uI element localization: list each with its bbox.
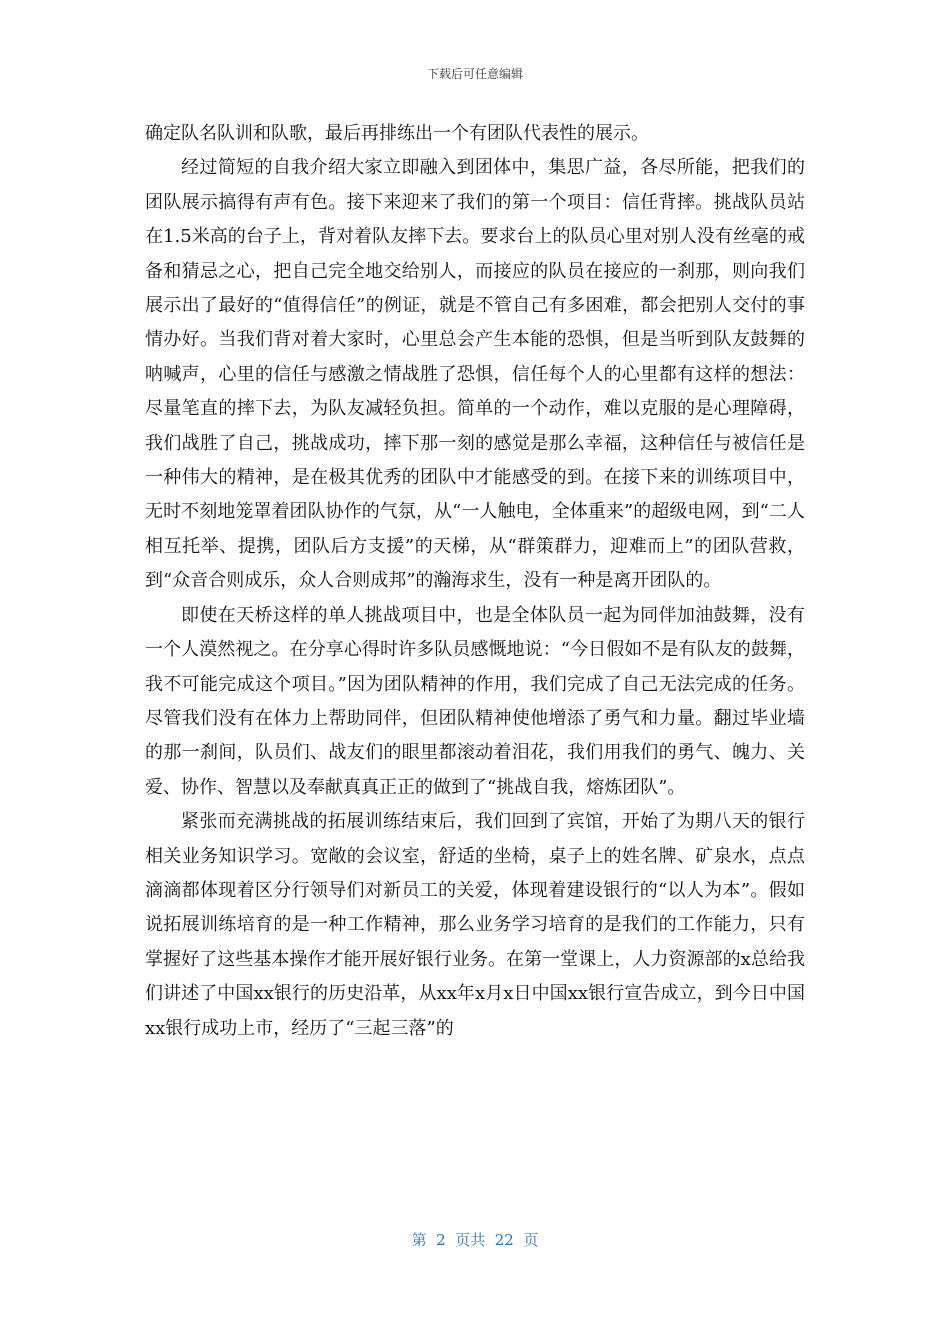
document-body	[145, 117, 805, 1046]
paragraph-continuation: 确定队名队训和队歌，最后再排练出一个有团队代表性的展示。	[145, 123, 649, 144]
paragraph-trust-fall: 经过简短的自我介绍大家立即融入到团体中，集思广益，各尽所能，把我们的团队展示搞得有声有色。接下来迎来了我们的第一个项目：信任背摔。挑战队员站在1.5米高的台子上，背对着队友摔下去。要求台上的队员心里对别人没有丝毫的戒备和猜忌之心，把自己完全地交给别人，而接应的队员在接应的一刹那，则向我们展示出了最好的“值得信任”的例证，就是不管自己有多困难，都会把别人交付的事情办好。当我们背对着大家时，心里总会产生本能的恐惧，但是当听到队友鼓舞的呐喊声，心里的信任与感激之情战胜了恐惧，信任每个人的心里都有这样的想法：尽量笔直的摔下去，为队友减轻负担。简单的一个动作，难以克服的是心理障碍，我们战胜了自己，挑战成功，摔下那一刻的感觉是那么幸福，这种信任与被信任是一种伟大的精神，是在极其优秀的团队中才能感受的到。在接下来的训练项目中，无时不刻地笼罩着团队协作的气氛，从“一人触电，全体重来”的超级电网，到“二人相互托举、提携，团队后方支援”的天梯，从“群策群力，迎难而上”的团队营救，到“众音合则成乐，众人合则成邦”的瀚海求生，没有一种是离开团队的。	[145, 157, 805, 592]
page-footer: 第 2 页共 22 页	[411, 1231, 539, 1249]
paragraph-sky-bridge: 即使在天桥这样的单人挑战项目中，也是全体队员一起为同伴加油鼓舞，没有一个人漠然视之。在分享心得时许多队员感慨地说：“今日假如不是有队友的鼓舞，我不可能完成这个项目。”因为团队精神的作用，我们完成了自己无法完成的任务。尽管我们没有在体力上帮助同伴，但团队精神使他增添了勇气和力量。翻过毕业墙的那一刹间，队员们、战友们的眼里都滚动着泪花，我们用我们的勇气、魄力、关爱、协作、智慧以及奉献真真正正的做到了“挑战自我，熔炼团队”。	[145, 604, 805, 798]
paragraph-business-study: 紧张而充满挑战的拓展训练结束后，我们回到了宾馆，开始了为期八天的银行相关业务知识学习。宽敞的会议室，舒适的坐椅，桌子上的姓名牌、矿泉水，点点滴滴都体现着区分行领导们对新员工的关爱，体现着建设银行的“以人为本”。假如说拓展训练培育的是一种工作精神，那么业务学习培育的是我们的工作能力，只有掌握好了这些基本操作才能开展好银行业务。在第一堂课上，人力资源部的x总给我们讲述了中国xx银行的历史沿革，从xx年x月x日中国xx银行宣告成立，到今日中国xx银行成功上市，经历了“三起三落”的	[145, 811, 805, 1039]
page-header: 下载后可任意编辑	[426, 67, 523, 81]
